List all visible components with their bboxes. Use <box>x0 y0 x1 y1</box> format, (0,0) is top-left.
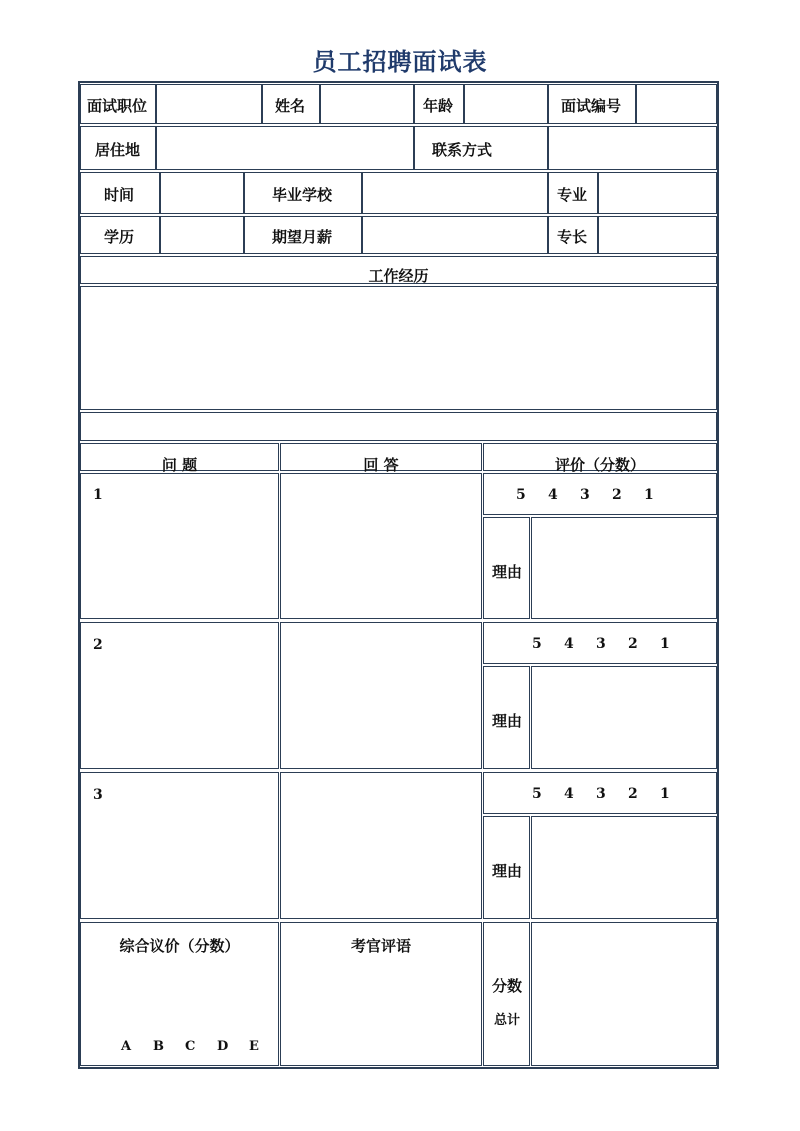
input-school[interactable] <box>362 172 548 214</box>
header-cell-answer <box>280 443 482 474</box>
score-5[interactable]: 5 <box>532 636 542 652</box>
answer-3-cell[interactable] <box>280 772 482 919</box>
score-1[interactable]: 1 <box>660 636 670 652</box>
score-1[interactable]: 1 <box>660 786 670 802</box>
page-title: 员工招聘面试表 <box>312 48 488 76</box>
score-5[interactable]: 5 <box>516 487 526 503</box>
label-cell-position <box>80 84 156 124</box>
label-work-history: 工作经历 <box>368 267 429 285</box>
label-cell-name <box>262 84 320 124</box>
label-cell-specialty <box>548 216 598 254</box>
label-education: 学历 <box>104 228 135 246</box>
reason-input-2[interactable] <box>531 666 717 769</box>
answer-2-cell[interactable] <box>280 622 482 769</box>
header-evaluation: 评价（分数） <box>554 456 645 474</box>
reason-label-2: 理由 <box>492 712 523 730</box>
score-2[interactable]: 2 <box>628 636 638 652</box>
reason-input-3[interactable] <box>531 816 717 919</box>
input-salary[interactable] <box>362 216 548 254</box>
score-1[interactable]: 1 <box>644 487 654 503</box>
label-name: 姓名 <box>275 97 306 115</box>
question-1-number: 1 <box>93 487 103 503</box>
score-row-2 <box>483 622 717 664</box>
question-2-number: 2 <box>93 637 103 653</box>
label-cell-age <box>414 84 464 124</box>
score-2[interactable]: 2 <box>628 786 638 802</box>
grade-d[interactable]: D <box>217 1039 229 1054</box>
score-2[interactable]: 2 <box>612 487 622 503</box>
label-total: 总计 <box>494 1013 521 1028</box>
answer-1-cell[interactable] <box>280 473 482 619</box>
input-contact[interactable] <box>548 126 717 170</box>
work-history-header <box>80 256 717 284</box>
label-total-score: 分数 <box>492 977 523 995</box>
input-position[interactable] <box>156 84 262 124</box>
question-3-number: 3 <box>93 787 103 803</box>
label-age: 年龄 <box>423 97 454 115</box>
label-cell-number <box>548 84 636 124</box>
label-cell-residence <box>80 126 156 170</box>
grade-a[interactable]: A <box>121 1039 132 1054</box>
score-4[interactable]: 4 <box>564 636 574 652</box>
label-overall-evaluation: 综合议价（分数） <box>119 937 240 955</box>
label-cell-education <box>80 216 160 254</box>
question-1-cell[interactable] <box>80 473 279 619</box>
header-question: 问 题 <box>161 456 198 474</box>
score-4[interactable]: 4 <box>548 487 558 503</box>
input-interview-number[interactable] <box>636 84 717 124</box>
total-label-cell <box>483 922 530 1066</box>
reason-label-1: 理由 <box>492 563 523 581</box>
label-contact: 联系方式 <box>432 141 493 159</box>
header-answer: 回 答 <box>363 456 399 474</box>
label-specialty: 专长 <box>557 228 588 246</box>
label-cell-contact <box>414 126 548 170</box>
reason-label-cell-2 <box>483 666 530 769</box>
label-examiner-comment: 考官评语 <box>350 937 411 955</box>
label-cell-school <box>244 172 362 214</box>
score-row-1 <box>483 473 717 515</box>
reason-label-cell-3 <box>483 816 530 919</box>
reason-label-cell-1 <box>483 517 530 619</box>
label-salary: 期望月薪 <box>272 228 333 246</box>
score-3[interactable]: 3 <box>580 487 590 503</box>
question-2-cell[interactable] <box>80 622 279 769</box>
grade-e[interactable]: E <box>249 1039 259 1054</box>
grade-b[interactable]: B <box>153 1039 164 1054</box>
question-3-cell[interactable] <box>80 772 279 919</box>
label-position: 面试职位 <box>87 97 148 115</box>
label-cell-major <box>548 172 598 214</box>
label-residence: 居住地 <box>95 141 141 159</box>
score-row-3 <box>483 772 717 814</box>
header-cell-evaluation <box>483 443 717 474</box>
header-cell-question <box>80 443 279 474</box>
score-5[interactable]: 5 <box>532 786 542 802</box>
input-specialty[interactable] <box>598 216 717 254</box>
score-4[interactable]: 4 <box>564 786 574 802</box>
label-cell-salary <box>244 216 362 254</box>
input-major[interactable] <box>598 172 717 214</box>
overall-evaluation-cell[interactable] <box>80 922 279 1066</box>
input-age[interactable] <box>464 84 548 124</box>
label-cell-time <box>80 172 160 214</box>
label-major: 专业 <box>557 186 588 204</box>
input-time[interactable] <box>160 172 244 214</box>
label-school: 毕业学校 <box>272 186 333 204</box>
input-education[interactable] <box>160 216 244 254</box>
score-3[interactable]: 3 <box>596 786 606 802</box>
spacer-row <box>80 412 717 441</box>
reason-label-3: 理由 <box>492 862 523 880</box>
input-residence[interactable] <box>156 126 414 170</box>
grade-c[interactable]: C <box>185 1039 196 1054</box>
score-3[interactable]: 3 <box>596 636 606 652</box>
reason-input-1[interactable] <box>531 517 717 619</box>
input-name[interactable] <box>320 84 414 124</box>
total-score-input[interactable] <box>531 922 717 1066</box>
input-work-history[interactable] <box>80 286 717 410</box>
examiner-comment-cell[interactable] <box>280 922 482 1066</box>
label-time: 时间 <box>104 186 135 204</box>
label-interview-number: 面试编号 <box>561 97 622 115</box>
